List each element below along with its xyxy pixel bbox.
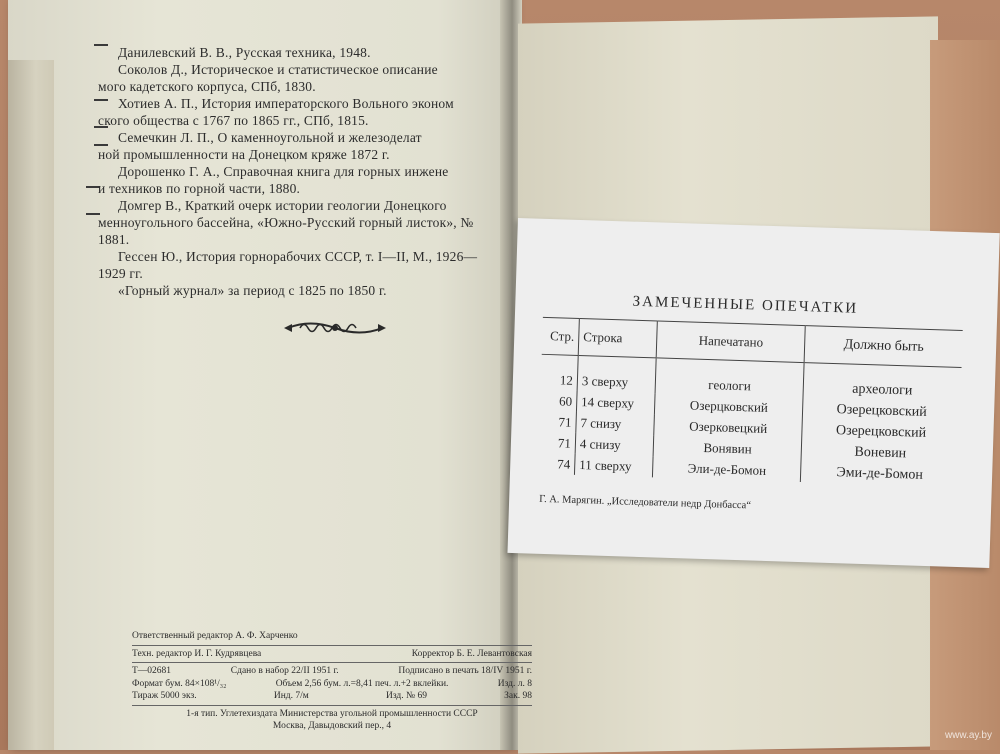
izd-l: Изд. л. 8 [497,678,532,689]
header-page: Стр. [542,317,580,355]
imprint-block [132,630,532,733]
cell-should-be: Воневин [801,440,959,466]
bibliography-entry: ной промышленности на Донецком кряже 1872 г. [98,147,390,162]
tech-editor: Техн. редактор И. Г. Кудрявцева [132,648,262,659]
cell-line: 3 сверху [577,355,656,393]
bibliography-entry: 1881. [98,232,130,247]
page-edge [8,60,54,750]
divider [132,645,532,646]
cell-should-be: Озерецковский [802,398,960,424]
responsible-editor: Ответственный редактор А. Ф. Харченко [132,631,298,641]
cell-line: 14 сверху [576,391,655,414]
ornament-icon [280,317,390,339]
corrector: Корректор Б. Е. Левантовская [411,648,532,659]
bibliography-list [98,44,518,299]
header-should-be: Должно быть [804,326,962,368]
cell-page: 71 [557,434,572,451]
cell-should-be: археологи [803,363,961,403]
bibliography-entry: Гессен Ю., История горнорабочих СССР, т. I—II, М., 1926— [118,249,478,264]
header-printed: Напечатано [657,321,806,363]
bibliography-entry: менноугольного бассейна, «Южно-Русский горный листок», № [98,215,474,230]
index: Инд. 7/м [273,691,309,701]
bibliography-entry: и техников по горной части, 1880. [98,181,301,196]
cell-page: 12 [559,371,574,388]
t-number: Т—02681 [132,666,172,676]
cell-should-be: Озерецковский [802,419,960,445]
bibliography-entry: 1929 гг. [98,266,143,281]
cell-should-be: Эми-де-Бомон [800,461,958,487]
cell-printed: геологи [655,358,804,398]
divider [132,705,532,706]
circulation: Тираж 5000 экз. [132,691,197,701]
errata-source: Г. А. Марягин. „Исследователи недр Донбасса“ [539,493,752,512]
bibliography-entry: ского общества с 1767 по 1865 гг., СПб, 1815. [98,113,369,128]
signed-date: Подписано в печать 18/IV 1951 г. [398,666,532,676]
submitted-date: Сдано в набор 22/II 1951 г. [230,666,339,676]
printer-line: 1-я тип. Углетехиздата Министерства угольной промышленности СССР [186,708,478,719]
bibliography-entry: Хотиев А. П., История императорского Вольного эконом [118,96,454,111]
bibliography-entry: Семечкин Л. П., О каменноугольной и железоделат [118,130,422,145]
divider [132,662,532,663]
volume: Объем 2,56 бум. л.=8,41 печ. л.+2 вклейки. [275,678,449,689]
bibliography-entry: «Горный журнал» за период с 1825 по 1850 г. [118,283,387,298]
cell-printed: Вонявин [653,435,801,461]
zak-number: Зак. 98 [504,691,532,701]
errata-title: ЗАМЕЧЕННЫЕ ОПЕЧАТКИ [632,293,859,317]
bibliography-entry: Соколов Д., Историческое и статистическое описание [118,62,438,77]
order-number: Изд. № 69 [385,691,427,701]
cell-page: 71 [558,413,572,430]
cell-printed: Озерцковский [655,393,803,419]
bibliography-entry: мого кадетского корпуса, СПб, 1830. [98,79,316,94]
cell-line: 4 снизу [575,433,654,456]
cell-line: 11 сверху [574,454,653,477]
watermark: www.ay.by [944,730,992,741]
errata-slip [507,218,999,568]
cell-line: 7 снизу [576,412,655,435]
cell-printed: Эли-де-Бомон [653,456,801,482]
bibliography-entry: Дорошенко Г. А., Справочная книга для горных инжене [118,164,449,179]
header-line: Строка [578,318,658,357]
paper-format: Формат бум. 84×108¹/₃₂ [132,678,227,689]
bibliography-entry: Домгер В., Краткий очерк истории геологии Донецкого [118,198,447,213]
cell-page: 74 [556,455,571,472]
bibliography-entry: Данилевский В. В., Русская техника, 1948. [118,45,371,60]
printer-address: Москва, Давыдовский пер., 4 [272,721,392,731]
errata-table [538,317,963,487]
cell-printed: Озерковецкий [654,414,802,440]
cell-page: 60 [558,392,573,409]
